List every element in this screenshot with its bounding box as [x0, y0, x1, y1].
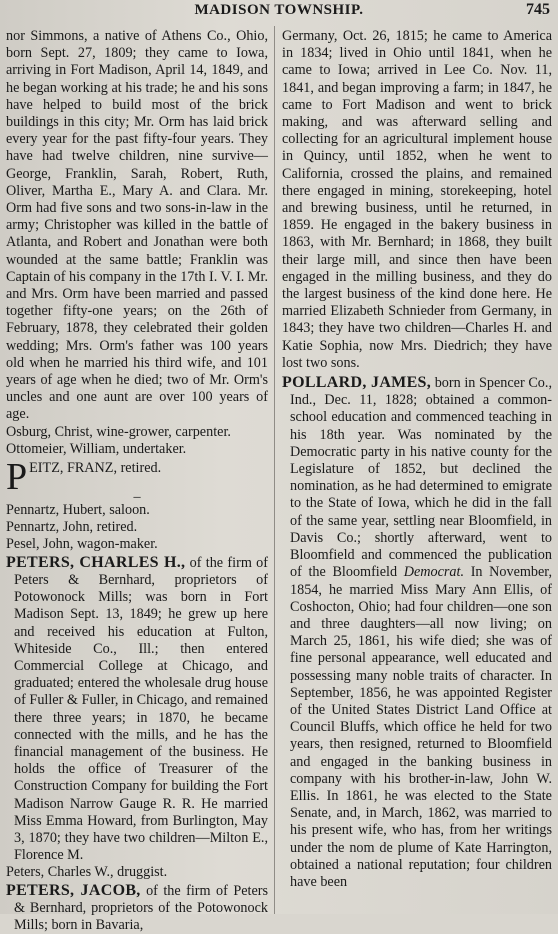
entry-peitz: [6, 456, 268, 499]
entry-ottomeier: Ottomeier, William, undertaker.: [6, 440, 187, 457]
entry-text-continued: In November, 1854, he married Miss Mary Ann Ellis, of Coshocton, Ohio; had four children—one son and three daughters—all now living; on March 25, 1861, his wife died; she was of fine personal appearance, well educated and possessing many noble traits of character. In September, 1856, he was appointed Register of the United States District Land Office at Council Bluffs, which office he held for two years, then resigned, returned to Bloomfield and engaged in the banking business in company with his brother-in-law, John W. Ellis. In 1861, he was elected to the State Senate, and, in March, 1862, was married to his present wife, who has, from her writings under the nom de plume of Kate Harrington, obtained a national reputation; four children have been: [290, 564, 553, 890]
entry-osburg: Osburg, Christ, wine-grower, carpenter.: [6, 423, 231, 440]
peitz-text: EITZ, FRANZ, retired.: [29, 460, 162, 477]
entry-text: of the firm of Peters & Bernhard, proprietors of Potowonock Mills; was born in Fort Madison Sept. 13, 1849; he grew up here and received his education at Fulton, Whiteside Co., Ill.; then entered Commercial College at Chicago, and graduated; entered the wholesale drug house of Fuller & Fuller, in Chicago, and remained there three years; in 1870, he became connected with the mills, and he has the financial management of the business. He holds the office of Treasurer of the Construction Company for building the Fort Madison Narrow Gauge R. R. He married Miss Emma Howard, from Burlington, May 3, 1870; they have two children—Milton E., Florence M.: [14, 554, 268, 864]
right-column: [282, 28, 552, 891]
entry-pennartz-john: Pennartz, John, retired.: [6, 519, 138, 536]
left-column: [6, 28, 268, 934]
peters-jacob-continuation: Germany, Oct. 26, 1815; he came to America in 1834; lived in Ohio until 1841, when he came to Iowa; arrived in Lee Co. Nov. 11, 1841, and began improving a farm; in 1847, he came to Fort Madison and went to brick making, and was afterward selling and collecting for an agricultural implement house in Quincy, until 1852, when he went to California, crossed the plains, and remained there engaged in mining, storekeeping, hotel and brewing business, until he returned, in 1859. He engaged in the bakery business in 1863, with Mr. Bernhard; in 1868, they built their large mill, and since then have been engaged in the milling business, and they do the largest business of the kind done here. He married Elizabeth Schnieder from Germany, in 1843; they have two children—Charles H. and Katie Sophia, now Mrs. Diedrich; they have lost two sons.: [282, 28, 552, 371]
entry-pesel: Pesel, John, wagon-maker.: [6, 536, 158, 553]
page-number: 745: [526, 1, 550, 18]
entry-pollard: [282, 374, 552, 891]
entry-peters-jacob: [6, 882, 268, 934]
entry-name: POLLARD, JAMES,: [282, 374, 432, 392]
entry-name: PETERS, JACOB,: [6, 881, 141, 899]
page-header: [0, 0, 558, 22]
newspaper-title: Democrat.: [403, 564, 465, 581]
entry-peters-charles: [6, 554, 268, 865]
entry-text: of the firm of Peters & Bernhard, proprietors of the Potowonock Mills; born in Bavaria,: [14, 882, 268, 933]
dash-separator: –: [133, 489, 141, 506]
entry-name: PETERS, CHARLES H.,: [6, 553, 186, 571]
entry-text: born in Spencer Co., Ind., Dec. 11, 1828; obtained a common-school education and commenced teaching in his 18th year. Was nominated by the Democratic party in his native county for the Legislature of 1852, but declined the nomination, as he had determined to emigrate to the State of Iowa, which he did in the fall of the same year, settling near Bloomfield, in Davis Co.; shortly afterward, went to Bloomfield and commenced the publication of the Bloomfield: [290, 375, 552, 581]
orm-entry-continuation: nor Simmons, a native of Athens Co., Ohio, born Sept. 27, 1809; they came to Iowa, arriving in Fort Madison, April 14, 1849, and he began working at his trade; he and his sons have helped to build most of the brick buildings in this city; Mr. Orm has laid brick every year for the past fifty-four years. They have had twelve children, nine survive—George, Franklin, Sarah, Robert, Ruth, Oliver, Martha E., Mary A. and Clara. Mr. Orm had five sons and two sons-in-law in the army; Christopher was killed in the battle of Atlanta, and Robert and Jonathan were both wounded at the same battle; Franklin was Captain of his company in the 17th I. V. I. Mr. and Mrs. Orm have been married and passed together fifty-one years; on the 26th of February, 1878, they celebrated their golden wedding; Mrs. Orm's father was 100 years old when he married his third wife, and 101 years of age when he died; two of Mr. Orm's uncles and one aunt are over 100 years of age.: [6, 28, 268, 423]
section-drop-cap: P: [6, 456, 28, 499]
column-divider: [274, 26, 275, 914]
running-head: MADISON TOWNSHIP.: [194, 2, 364, 18]
entry-pennartz-hubert: Pennartz, Hubert, saloon.: [6, 502, 150, 519]
entry-peters-charles-w: Peters, Charles W., druggist.: [6, 864, 168, 881]
